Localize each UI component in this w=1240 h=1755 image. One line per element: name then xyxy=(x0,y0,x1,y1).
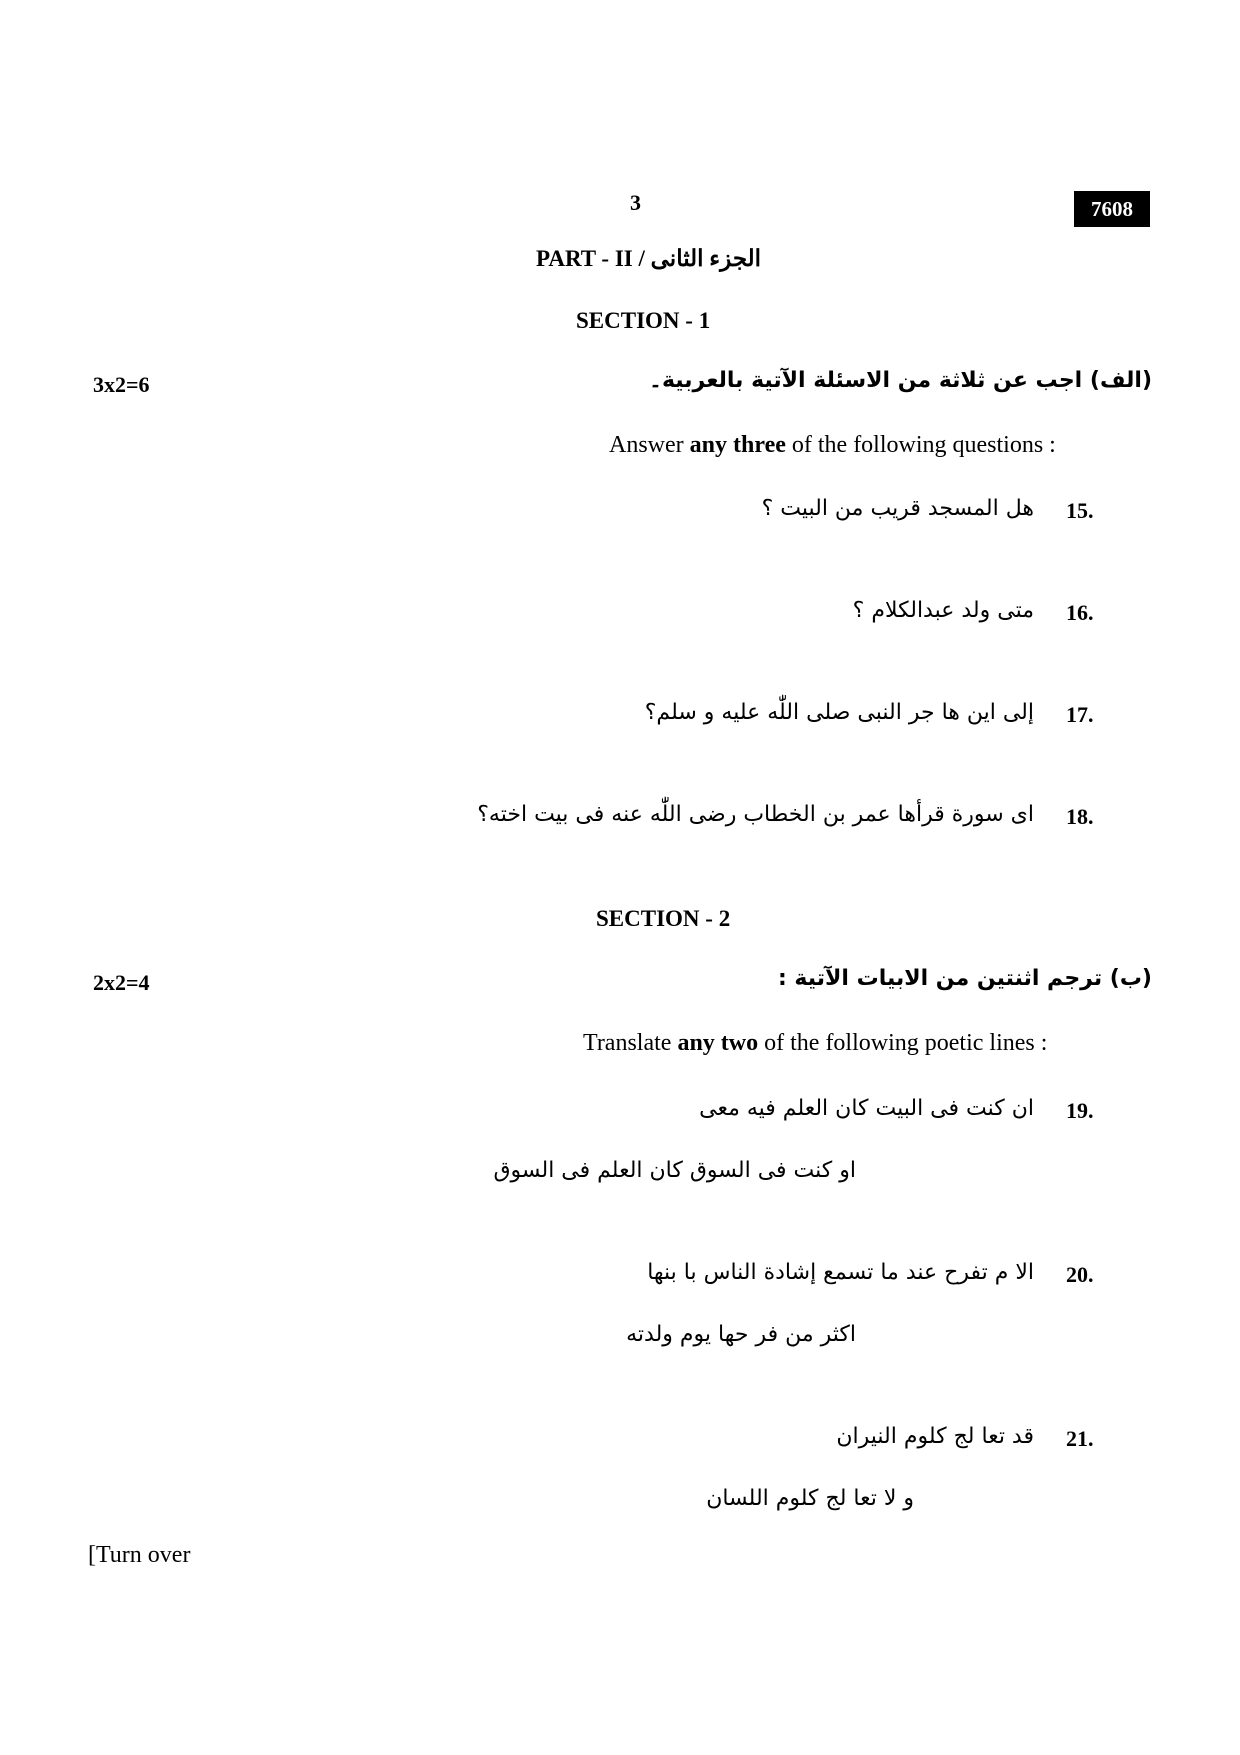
question-number: 21. xyxy=(1066,1426,1094,1451)
poem-line: اكثر من فر حها يوم ولدته xyxy=(626,1322,856,1347)
instruction-text: of the following poetic lines : xyxy=(758,1030,1048,1056)
section-1-title: SECTION - 1 xyxy=(576,308,711,333)
section-1-marks: 3x2=6 xyxy=(93,372,150,397)
question-text: اى سورة قرأها عمر بن الخطاب رضى اللّٰه عنه فى بيت اخته؟ xyxy=(477,802,1034,827)
question-text: هل المسجد قريب من البيت ؟ xyxy=(761,496,1034,521)
part-title: PART - II / الجزء الثانى xyxy=(536,246,762,271)
poem-line: و لا تعا لج كلوم اللسان xyxy=(706,1486,914,1511)
question-number: 15. xyxy=(1066,498,1094,523)
paper-code-badge: 7608 xyxy=(1074,191,1150,227)
poem-line: قد تعا لج كلوم النيران xyxy=(836,1424,1034,1449)
instruction-text: Answer xyxy=(609,432,690,458)
question-text: إلى اين ها جر النبى صلى اللّٰه عليه و سلم؟ xyxy=(644,700,1034,725)
question-number: 17. xyxy=(1066,702,1094,727)
poem-line: او كنت فى السوق كان العلم فى السوق xyxy=(493,1158,856,1183)
poem-line: الا م تفرح عند ما تسمع إشادة الناس با بنها xyxy=(647,1260,1034,1285)
question-number: 20. xyxy=(1066,1262,1094,1287)
instruction-text: Translate xyxy=(583,1030,678,1056)
section-2-title: SECTION - 2 xyxy=(596,906,731,931)
instruction-emphasis: any three xyxy=(689,432,786,458)
question-number: 18. xyxy=(1066,804,1094,829)
section-2-instruction-arabic: (ب) ترجم اثنتين من الابيات الآتية : xyxy=(777,966,1152,991)
section-2-instruction-english xyxy=(583,1030,1047,1057)
section-1-instruction-english xyxy=(609,432,1056,459)
instruction-text: of the following questions : xyxy=(785,432,1056,458)
question-number: 16. xyxy=(1066,600,1094,625)
section-2-marks: 2x2=4 xyxy=(93,970,150,995)
question-text: متى ولد عبدالكلام ؟ xyxy=(852,598,1034,623)
turn-over-note: [Turn over xyxy=(88,1542,191,1568)
page-number: 3 xyxy=(630,190,641,215)
question-number: 19. xyxy=(1066,1098,1094,1123)
section-1-instruction-arabic: (الف) اجب عن ثلاثة من الاسئلة الآتية بالعربية۔ xyxy=(649,368,1152,393)
poem-line: ان كنت فى البيت كان العلم فيه معى xyxy=(699,1096,1034,1121)
instruction-emphasis: any two xyxy=(677,1030,759,1056)
